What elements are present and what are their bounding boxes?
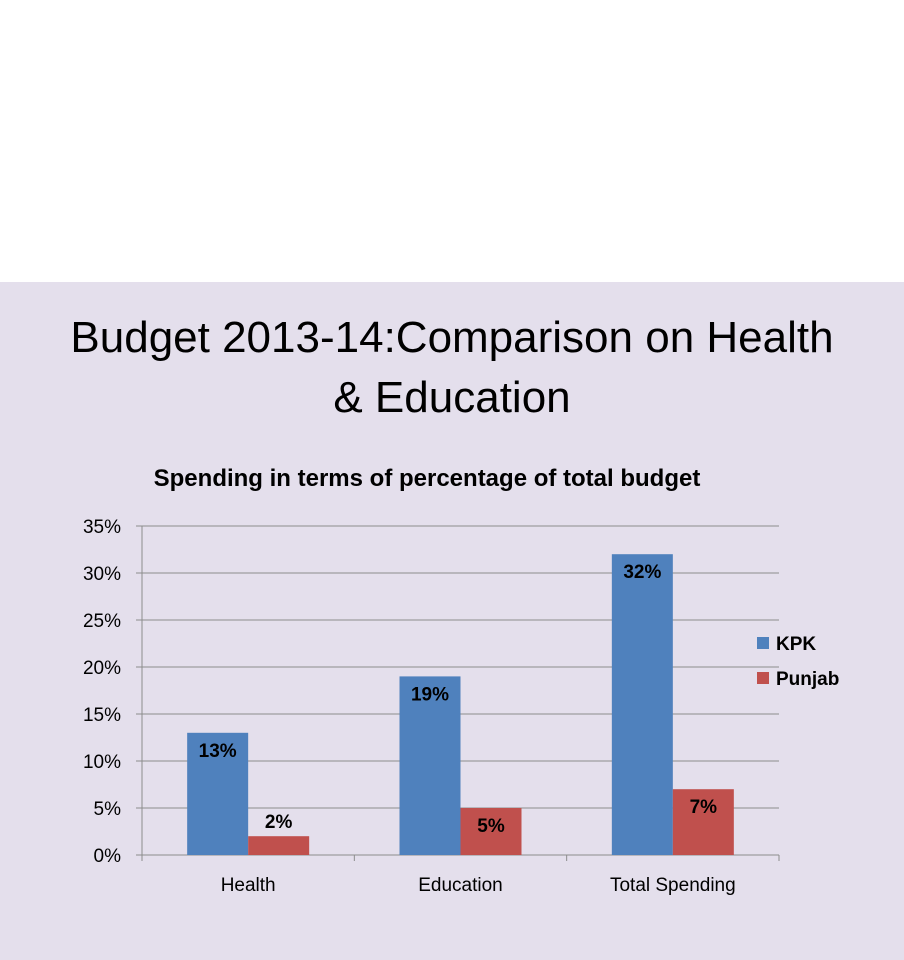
- y-tick-label: 20%: [82, 658, 121, 679]
- legend-swatch-kpk: [757, 637, 769, 649]
- y-tick-label: 30%: [82, 564, 121, 585]
- x-tick-label: Total Spending: [609, 875, 736, 896]
- data-label: 19%: [410, 684, 450, 706]
- data-label: 13%: [198, 740, 237, 762]
- bar-kpk: [612, 554, 673, 855]
- data-label: 7%: [689, 797, 718, 819]
- slide-title-line-2: & Education: [333, 373, 571, 422]
- data-label: 2%: [264, 812, 293, 834]
- slide-title-line-1: Budget 2013-14:Comparison on Health: [70, 313, 834, 362]
- y-tick-label: 0%: [93, 846, 121, 867]
- y-tick-label: 15%: [82, 705, 121, 726]
- data-label: 5%: [477, 816, 505, 837]
- legend-swatch-punjab: [757, 672, 769, 684]
- y-tick-label: 5%: [93, 799, 121, 820]
- data-label: 32%: [623, 562, 662, 584]
- legend-label-kpk: KPK: [776, 634, 817, 655]
- x-tick-label: Education: [418, 875, 503, 896]
- x-tick-label: Health: [220, 875, 276, 896]
- y-tick-label: 10%: [82, 752, 121, 773]
- legend-label-punjab: Punjab: [776, 669, 840, 690]
- chart-title: Spending in terms of percentage of total budget: [153, 465, 701, 492]
- bars: [187, 554, 734, 855]
- bar-punjab: [248, 836, 309, 855]
- legend: [757, 634, 839, 690]
- y-tick-label: 35%: [82, 517, 121, 538]
- y-tick-label: 25%: [82, 611, 121, 632]
